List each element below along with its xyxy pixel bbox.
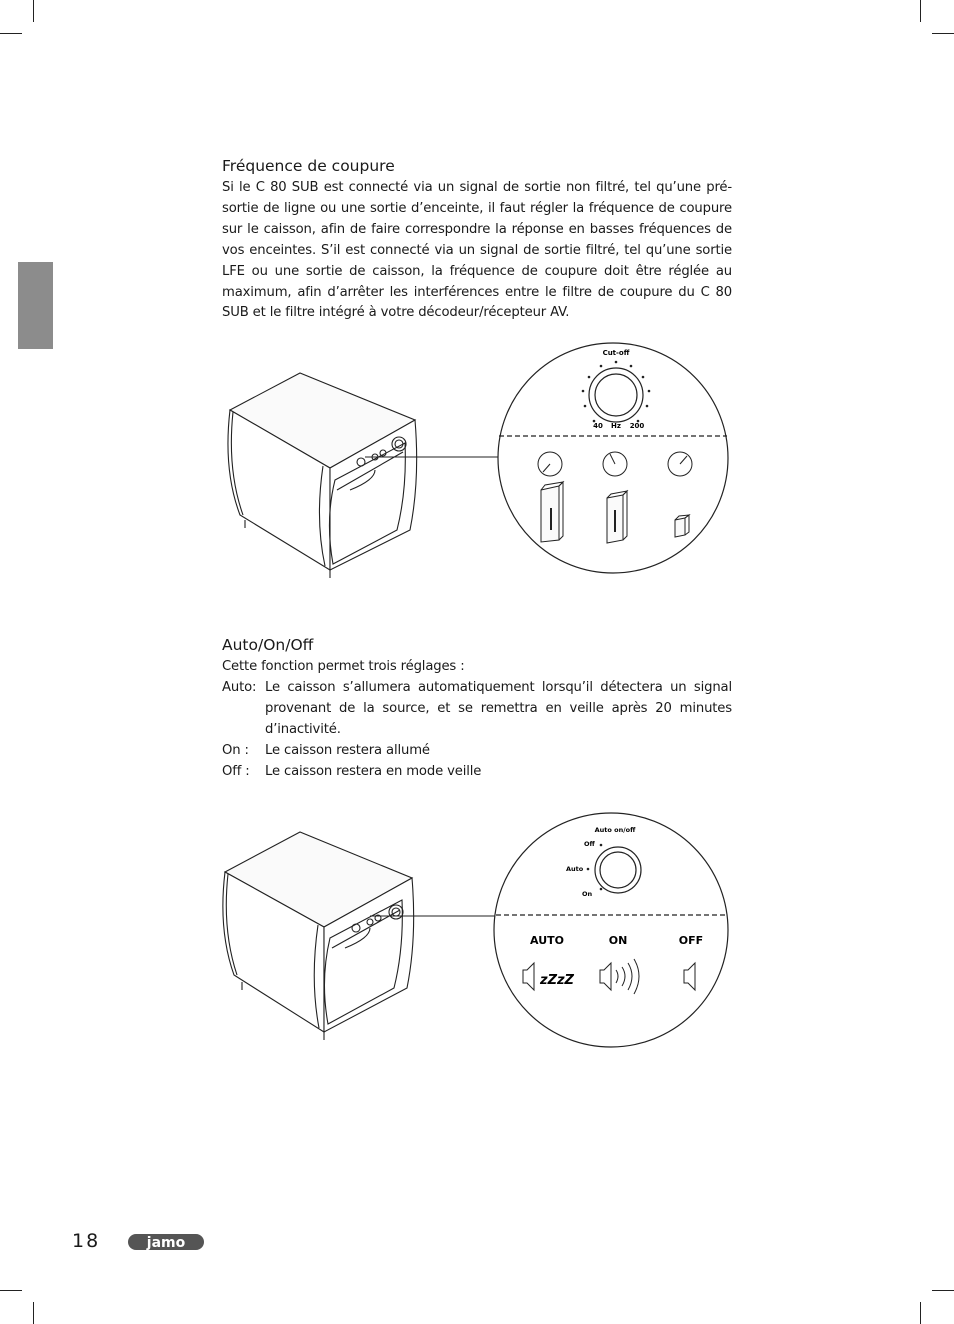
cutoff-heading: Fréquence de coupure: [222, 157, 395, 175]
subwoofer-drawing: [228, 373, 417, 578]
cutoff-max-label: 200: [629, 422, 645, 430]
cutoff-unit-label: Hz: [611, 422, 621, 430]
auto-dial-title: Auto on/off: [594, 826, 636, 834]
jamo-logo: [128, 1231, 208, 1253]
crop-mark: [33, 0, 34, 22]
off-dial-label: Off: [584, 840, 595, 848]
mode-auto-label: AUTO: [530, 934, 564, 947]
subwoofer-drawing: [223, 832, 414, 1040]
item-text: Le caisson restera en mode veille: [265, 763, 482, 779]
cutoff-paragraph: Si le C 80 SUB est connecté via un signal de sortie non filtré, tel qu’une pré-sortie de ligne ou une sortie d’enceinte, il faut régler la fréquence de coupure sur le caisson, afin de faire correspondre la réponse en basses fréquences de vos enceintes. S’il est connecté via un signal de sortie filtré, tel qu’une sortie LFE ou une sortie de caisson, la fréquence de coupure doit être réglée au maximum, afin d’arrêter les interférences entre le filtre de coupure du C 80 SUB et le filtre intégré à votre décodeur/récepteur AV.: [222, 180, 732, 321]
item-text: Le caisson restera allumé: [265, 742, 430, 758]
auto-on-off-section: [222, 635, 732, 782]
crop-mark: [0, 33, 22, 34]
auto-on-off-heading: Auto/On/Off: [222, 636, 314, 654]
item-text: Le caisson s’allumera automatiquement lorsqu’il détectera un signal provenant de la source, et se remettra en veille après 20 minutes d’inactivité.: [265, 679, 732, 737]
list-item-auto: [222, 678, 732, 741]
cutoff-magnifier: [498, 343, 728, 573]
mode-off-label: OFF: [678, 934, 704, 947]
auto-on-off-figure: [220, 810, 735, 1055]
cutoff-section: [222, 156, 732, 324]
sleep-zzz-icon: zZzZ: [540, 973, 574, 988]
cutoff-min-label: 40: [593, 422, 603, 430]
language-tab: [18, 262, 53, 349]
on-dial-label: On: [582, 890, 593, 898]
item-label: Auto:: [222, 679, 257, 695]
brand-wordmark: jamo: [146, 1235, 186, 1251]
crop-mark: [932, 33, 954, 34]
list-item-on: [222, 741, 732, 762]
crop-mark: [0, 1290, 22, 1291]
crop-mark: [920, 0, 921, 22]
item-label: Off :: [222, 763, 250, 779]
crop-mark: [33, 1302, 34, 1324]
cutoff-dial-title: Cut-off: [602, 349, 630, 357]
crop-mark: [920, 1302, 921, 1324]
auto-on-off-intro: Cette fonction permet trois réglages :: [222, 659, 465, 674]
auto-dial-label: Auto: [566, 865, 584, 873]
list-item-off: [222, 762, 732, 783]
cutoff-figure: [225, 340, 735, 585]
auto-on-off-magnifier: [494, 813, 728, 1047]
crop-mark: [932, 1290, 954, 1291]
page-number: 18: [72, 1230, 101, 1252]
mode-on-label: ON: [608, 934, 628, 947]
item-label: On :: [222, 742, 249, 758]
